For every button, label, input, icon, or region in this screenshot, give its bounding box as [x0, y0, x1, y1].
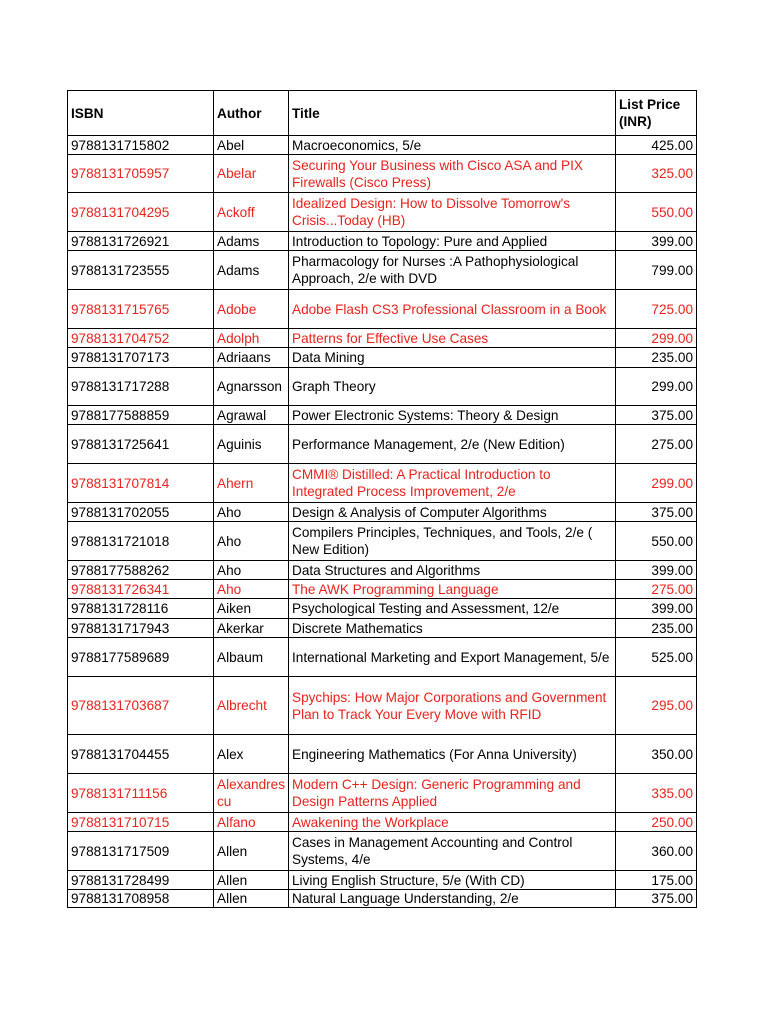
- price-cell: 235.00: [616, 619, 697, 638]
- price-cell: 375.00: [616, 890, 697, 908]
- author-cell: Allen: [214, 871, 289, 890]
- isbn-cell: 9788131705957: [68, 155, 214, 193]
- table-row: [68, 425, 697, 464]
- price-cell: 550.00: [616, 193, 697, 232]
- table-row: [68, 890, 697, 908]
- table-row: [68, 136, 697, 155]
- title-cell: Adobe Flash CS3 Professional Classroom in a Book: [289, 290, 616, 329]
- price-cell: 525.00: [616, 638, 697, 677]
- author-cell: Aguinis: [214, 425, 289, 464]
- isbn-cell: 9788131726921: [68, 232, 214, 251]
- title-cell: Data Structures and Algorithms: [289, 561, 616, 580]
- table-row: [68, 619, 697, 638]
- title-cell: Natural Language Understanding, 2/e: [289, 890, 616, 908]
- isbn-cell: 9788131721018: [68, 522, 214, 561]
- author-cell: Albaum: [214, 638, 289, 677]
- author-cell: Alex: [214, 735, 289, 774]
- table-row: [68, 832, 697, 871]
- table-row: [68, 774, 697, 813]
- isbn-cell: 9788131723555: [68, 251, 214, 290]
- isbn-cell: 9788131707173: [68, 348, 214, 368]
- table-row: [68, 677, 697, 735]
- title-cell: Securing Your Business with Cisco ASA and PIX Firewalls (Cisco Press): [289, 155, 616, 193]
- author-cell: Allen: [214, 832, 289, 871]
- table-row: [68, 290, 697, 329]
- author-cell: Ackoff: [214, 193, 289, 232]
- title-cell: Spychips: How Major Corporations and Government Plan to Track Your Every Move with RFID: [289, 677, 616, 735]
- price-cell: 250.00: [616, 813, 697, 832]
- isbn-cell: 9788177588859: [68, 406, 214, 425]
- table-row: [68, 348, 697, 368]
- isbn-cell: 9788131711156: [68, 774, 214, 813]
- title-cell: Pharmacology for Nurses :A Pathophysiological Approach, 2/e with DVD: [289, 251, 616, 290]
- author-cell: Aho: [214, 580, 289, 599]
- price-cell: 399.00: [616, 599, 697, 619]
- title-cell: Data Mining: [289, 348, 616, 368]
- title-cell: Discrete Mathematics: [289, 619, 616, 638]
- title-cell: Macroeconomics, 5/e: [289, 136, 616, 155]
- title-cell: Patterns for Effective Use Cases: [289, 329, 616, 348]
- author-cell: Alexandrescu: [214, 774, 289, 813]
- author-cell: Alfano: [214, 813, 289, 832]
- author-header: Author: [214, 91, 289, 136]
- isbn-cell: 9788131704752: [68, 329, 214, 348]
- price-cell: 725.00: [616, 290, 697, 329]
- price-cell: 425.00: [616, 136, 697, 155]
- table-body: [68, 136, 697, 908]
- table-row: [68, 329, 697, 348]
- author-cell: Aho: [214, 561, 289, 580]
- price-cell: 235.00: [616, 348, 697, 368]
- header-row: [68, 91, 697, 136]
- table-row: [68, 599, 697, 619]
- table-row: [68, 155, 697, 193]
- author-cell: Aho: [214, 522, 289, 561]
- author-cell: Adams: [214, 251, 289, 290]
- isbn-cell: 9788131717509: [68, 832, 214, 871]
- table-row: [68, 503, 697, 522]
- table-row: [68, 464, 697, 503]
- title-cell: Design & Analysis of Computer Algorithms: [289, 503, 616, 522]
- author-cell: Abelar: [214, 155, 289, 193]
- price-list-table: [67, 90, 697, 908]
- title-cell: Graph Theory: [289, 368, 616, 406]
- isbn-cell: 9788131717943: [68, 619, 214, 638]
- price-header: List Price (INR): [616, 91, 697, 136]
- price-cell: 299.00: [616, 329, 697, 348]
- isbn-cell: 9788131703687: [68, 677, 214, 735]
- price-cell: 275.00: [616, 580, 697, 599]
- price-cell: 350.00: [616, 735, 697, 774]
- price-cell: 799.00: [616, 251, 697, 290]
- table-row: [68, 561, 697, 580]
- title-header: Title: [289, 91, 616, 136]
- price-cell: 375.00: [616, 503, 697, 522]
- title-cell: Engineering Mathematics (For Anna University): [289, 735, 616, 774]
- title-cell: Idealized Design: How to Dissolve Tomorrow's Crisis...Today (HB): [289, 193, 616, 232]
- isbn-header: ISBN: [68, 91, 214, 136]
- isbn-cell: 9788177588262: [68, 561, 214, 580]
- table-row: [68, 813, 697, 832]
- author-cell: Akerkar: [214, 619, 289, 638]
- isbn-cell: 9788131717288: [68, 368, 214, 406]
- price-cell: 375.00: [616, 406, 697, 425]
- price-cell: 335.00: [616, 774, 697, 813]
- title-cell: The AWK Programming Language: [289, 580, 616, 599]
- isbn-cell: 9788131715802: [68, 136, 214, 155]
- table-row: [68, 368, 697, 406]
- title-cell: Compilers Principles, Techniques, and Tools, 2/e ( New Edition): [289, 522, 616, 561]
- isbn-cell: 9788131725641: [68, 425, 214, 464]
- price-cell: 360.00: [616, 832, 697, 871]
- title-cell: Performance Management, 2/e (New Edition): [289, 425, 616, 464]
- title-cell: Power Electronic Systems: Theory & Design: [289, 406, 616, 425]
- title-cell: Living English Structure, 5/e (With CD): [289, 871, 616, 890]
- isbn-cell: 9788131707814: [68, 464, 214, 503]
- author-cell: Ahern: [214, 464, 289, 503]
- price-cell: 550.00: [616, 522, 697, 561]
- price-cell: 325.00: [616, 155, 697, 193]
- title-cell: Introduction to Topology: Pure and Applied: [289, 232, 616, 251]
- isbn-cell: 9788131728499: [68, 871, 214, 890]
- author-cell: Aiken: [214, 599, 289, 619]
- author-cell: Adolph: [214, 329, 289, 348]
- title-cell: CMMI® Distilled: A Practical Introduction to Integrated Process Improvement, 2/e: [289, 464, 616, 503]
- title-cell: Awakening the Workplace: [289, 813, 616, 832]
- author-cell: Abel: [214, 136, 289, 155]
- table-row: [68, 251, 697, 290]
- author-cell: Adams: [214, 232, 289, 251]
- author-cell: Allen: [214, 890, 289, 908]
- table-row: [68, 193, 697, 232]
- table-row: [68, 735, 697, 774]
- price-cell: 175.00: [616, 871, 697, 890]
- table-row: [68, 406, 697, 425]
- author-cell: Agnarsson: [214, 368, 289, 406]
- title-cell: International Marketing and Export Management, 5/e: [289, 638, 616, 677]
- author-cell: Albrecht: [214, 677, 289, 735]
- table-row: [68, 638, 697, 677]
- table-row: [68, 522, 697, 561]
- isbn-cell: 9788177589689: [68, 638, 214, 677]
- table-row: [68, 232, 697, 251]
- author-cell: Adriaans: [214, 348, 289, 368]
- price-cell: 295.00: [616, 677, 697, 735]
- price-cell: 299.00: [616, 464, 697, 503]
- title-cell: Modern C++ Design: Generic Programming and Design Patterns Applied: [289, 774, 616, 813]
- author-cell: Agrawal: [214, 406, 289, 425]
- isbn-cell: 9788131710715: [68, 813, 214, 832]
- isbn-cell: 9788131704455: [68, 735, 214, 774]
- title-cell: Cases in Management Accounting and Control Systems, 4/e: [289, 832, 616, 871]
- isbn-cell: 9788131708958: [68, 890, 214, 908]
- price-cell: 399.00: [616, 232, 697, 251]
- table-row: [68, 871, 697, 890]
- isbn-cell: 9788131728116: [68, 599, 214, 619]
- author-cell: Adobe: [214, 290, 289, 329]
- price-cell: 275.00: [616, 425, 697, 464]
- isbn-cell: 9788131702055: [68, 503, 214, 522]
- isbn-cell: 9788131704295: [68, 193, 214, 232]
- table-row: [68, 580, 697, 599]
- title-cell: Psychological Testing and Assessment, 12/e: [289, 599, 616, 619]
- isbn-cell: 9788131726341: [68, 580, 214, 599]
- author-cell: Aho: [214, 503, 289, 522]
- price-cell: 399.00: [616, 561, 697, 580]
- price-cell: 299.00: [616, 368, 697, 406]
- isbn-cell: 9788131715765: [68, 290, 214, 329]
